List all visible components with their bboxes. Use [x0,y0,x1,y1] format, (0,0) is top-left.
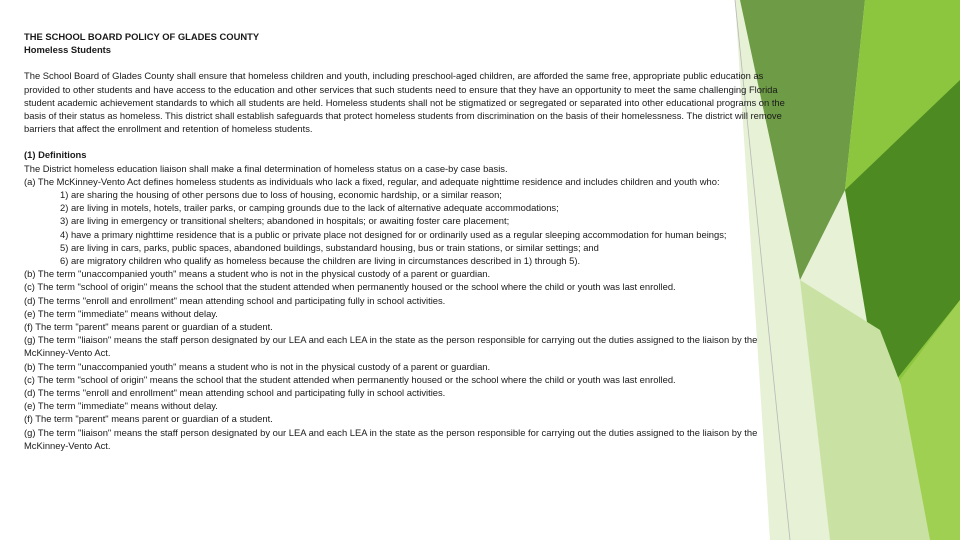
document-title: THE SCHOOL BOARD POLICY OF GLADES COUNTY [24,31,260,42]
term-definition: (e) The term "immediate" means without delay. [24,400,218,412]
definitions-heading: (1) Definitions [24,149,87,161]
liaison-sentence: The District homeless education liaison shall make a final determination of homeless status on a case-by case basis. [24,162,508,174]
term-definition: (f) The term "parent" means parent or guardian of a student. [24,321,273,333]
term-definition: (b) The term "unaccompanied youth" means a student who is not in the physical custody of a parent or guardian. [24,268,491,280]
term-definition: (f) The term "parent" means parent or guardian of a student. [24,413,273,425]
document-subtitle: Homeless Students [24,44,112,56]
sub-item: 4) have a primary nighttime residence that is a public or private place not designed for or ordinarily used as a regular sleeping accommodation for human beings; [60,228,727,240]
term-definition: (d) The terms "enroll and enrollment" mean attending school and participating fully in school activities. [24,294,446,306]
sub-item: 6) are migratory children who qualify as homeless because the children are living in circumstances described in 1) through 5). [60,255,581,267]
term-definition: (c) The term "school of origin" means the school that the student attended when permanently housed or the school where the child or youth was last enrolled. [24,281,676,293]
term-definition: (e) The term "immediate" means without delay. [24,307,218,319]
term-definition: (c) The term "school of origin" means the school that the student attended when permanently housed or the school where the child or youth was last enrolled. [24,373,676,385]
sub-item: 2) are living in motels, hotels, trailer parks, or camping grounds due to the lack of alternative adequate accommodations; [60,202,559,214]
term-definition: (g) The term "liaison" means the staff person designated by our LEA and each LEA in the state as the person responsible for carrying out the duties assigned to the liaison by the McKinney-Vento Act. [24,426,758,451]
term-definition: (g) The term "liaison" means the staff person designated by our LEA and each LEA in the state as the person responsible for carrying out the duties assigned to the liaison by the McKinney-Vento Act. [24,334,758,359]
intro-paragraph: The School Board of Glades County shall ensure that homeless children and youth, including preschool-aged children, are afforded the same free, appropriate public education as provided to other students and have access to the education and other services that such students need to ensure that they have an opportunity to meet the same challenging Florida student academic achievement standards to which all students are held. Homeless students shall not be stigmatized or segregated or separated into other educational programs on the basis of their status as homeless. This district shall establish safeguards that protect homeless students from discrimination on the basis of their homelessness. The district will remove barriers that affect the enrollment and retention of homeless students. [24,70,785,135]
policy-document [24,30,790,452]
sub-item: 5) are living in cars, parks, public spaces, abandoned buildings, substandard housing, bus or train stations, or similar settings; and [60,241,599,253]
term-definition: (d) The terms "enroll and enrollment" mean attending school and participating fully in school activities. [24,387,446,399]
sub-item: 1) are sharing the housing of other persons due to loss of housing, economic hardship, or a similar reason; [60,189,502,201]
sub-item: 3) are living in emergency or transitional shelters; abandoned in hospitals; or awaiting foster care placement; [60,215,510,227]
definition-a: (a) The McKinney-Vento Act defines homeless students as individuals who lack a fixed, regular, and adequate nighttime residence and includes children and youth who: [24,175,720,187]
term-definition: (b) The term "unaccompanied youth" means a student who is not in the physical custody of a parent or guardian. [24,360,491,372]
